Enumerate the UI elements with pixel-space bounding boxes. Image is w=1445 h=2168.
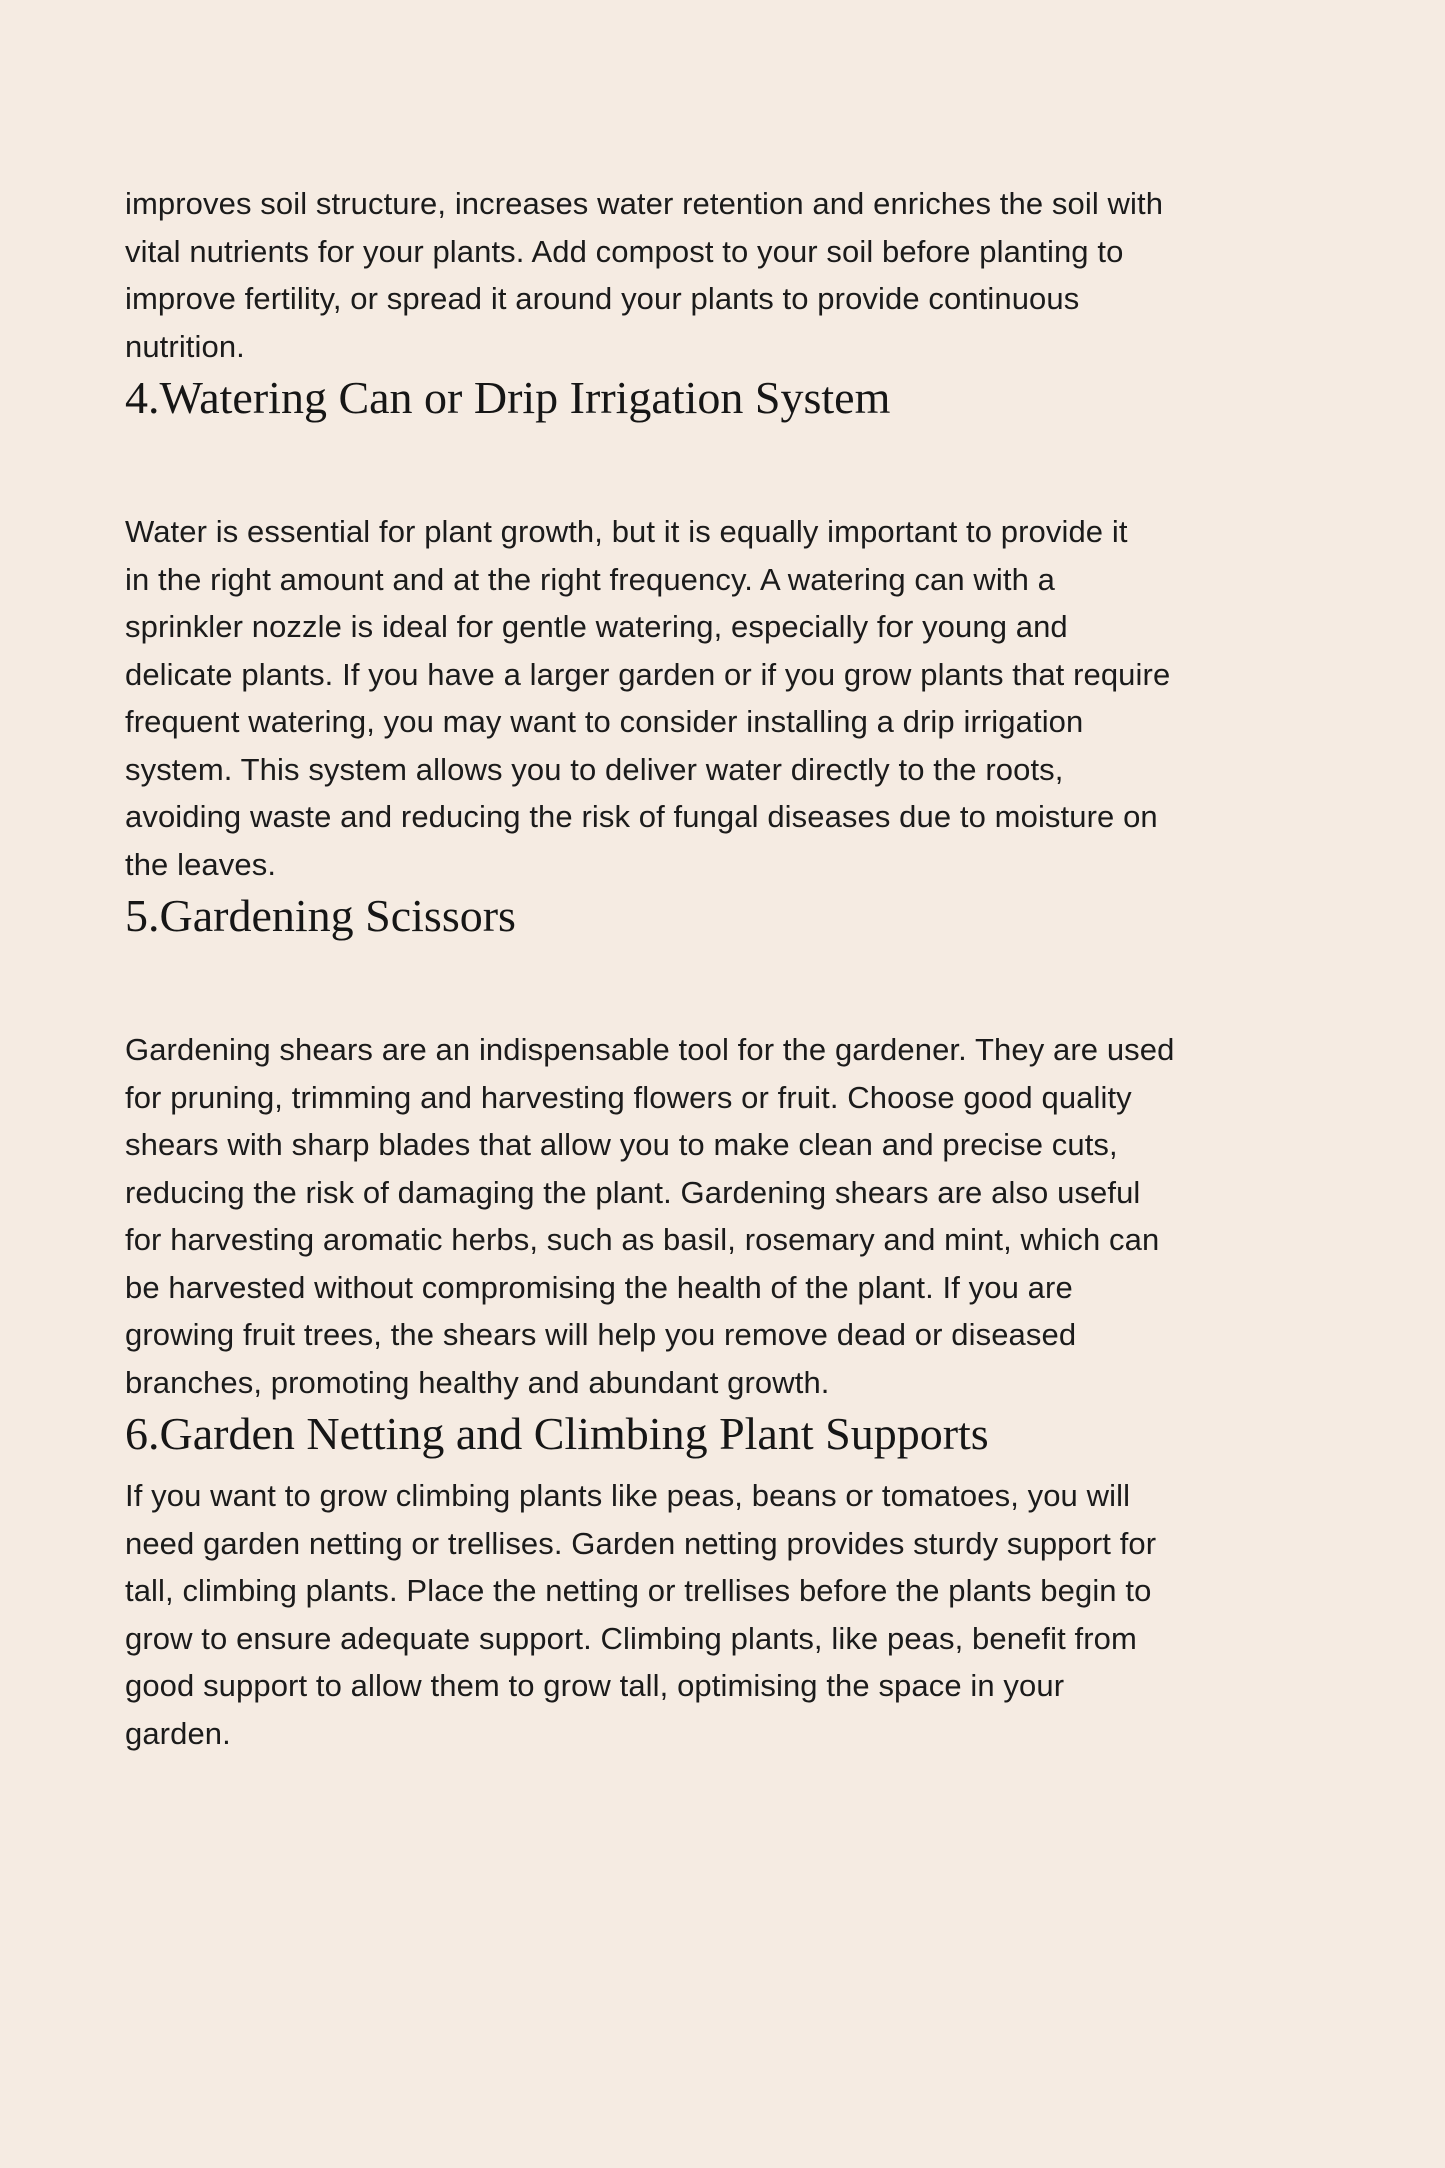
section-spacer bbox=[125, 1462, 1325, 1472]
section-paragraph-watering bbox=[125, 508, 1325, 888]
section-paragraph-netting bbox=[125, 1472, 1325, 1757]
paragraph-line: vital nutrients for your plants. Add compost to your soil before planting to bbox=[125, 233, 1124, 269]
section-heading-scissors: 5.Gardening Scissors bbox=[125, 890, 516, 941]
paragraph-line: shears with sharp blades that allow you to make clean and precise cuts, bbox=[125, 1127, 1118, 1162]
section-spacer bbox=[125, 944, 1325, 1026]
paragraph-line: avoiding waste and reducing the risk of fungal diseases due to moisture on bbox=[125, 799, 1158, 834]
paragraph-line: need garden netting or trellises. Garden netting provides sturdy support for bbox=[125, 1525, 1157, 1561]
paragraph-line: improves soil structure, increases water retention and enriches the soil with bbox=[125, 186, 1164, 221]
paragraph-line: sprinkler nozzle is ideal for gentle watering, especially for young and bbox=[125, 609, 1068, 644]
section-heading-watering: 4.Watering Can or Drip Irrigation System bbox=[125, 372, 891, 423]
paragraph-line: Water is essential for plant growth, but it is equally important to provide it bbox=[125, 514, 1128, 549]
section-spacer bbox=[125, 426, 1325, 508]
paragraph-line: If you want to grow climbing plants like peas, beans or tomatoes, you will bbox=[125, 1478, 1131, 1513]
paragraph-line: be harvested without compromising the health of the plant. If you are bbox=[125, 1269, 1073, 1305]
paragraph-line: good support to allow them to grow tall, optimising the space in your bbox=[125, 1668, 1065, 1703]
paragraph-line: reducing the risk of damaging the plant. Gardening shears are also useful bbox=[125, 1174, 1141, 1210]
paragraph-line: grow to ensure adequate support. Climbing plants, like peas, benefit from bbox=[125, 1620, 1137, 1656]
paragraph-line: frequent watering, you may want to consider installing a drip irrigation bbox=[125, 704, 1084, 739]
paragraph-line: for pruning, trimming and harvesting flowers or fruit. Choose good quality bbox=[125, 1079, 1132, 1115]
document-page bbox=[125, 180, 1325, 1757]
paragraph-line: improve fertility, or spread it around your plants to provide continuous bbox=[125, 281, 1080, 316]
paragraph-line: system. This system allows you to deliver water directly to the roots, bbox=[125, 751, 1064, 787]
paragraph-line: delicate plants. If you have a larger garden or if you grow plants that require bbox=[125, 656, 1171, 692]
paragraph-line: tall, climbing plants. Place the netting or trellises before the plants begin to bbox=[125, 1573, 1152, 1608]
paragraph-line: garden. bbox=[125, 1715, 231, 1751]
paragraph-line: the leaves. bbox=[125, 846, 277, 882]
paragraph-line: growing fruit trees, the shears will help you remove dead or diseased bbox=[125, 1317, 1077, 1352]
paragraph-line: nutrition. bbox=[125, 328, 245, 364]
paragraph-line: for harvesting aromatic herbs, such as basil, rosemary and mint, which can bbox=[125, 1222, 1160, 1257]
paragraph-line: branches, promoting healthy and abundant growth. bbox=[125, 1364, 830, 1400]
section-paragraph-scissors bbox=[125, 1026, 1325, 1406]
paragraph-line: in the right amount and at the right frequency. A watering can with a bbox=[125, 561, 1055, 597]
section-heading-netting: 6.Garden Netting and Climbing Plant Supports bbox=[125, 1408, 989, 1459]
paragraph-line: Gardening shears are an indispensable tool for the gardener. They are used bbox=[125, 1032, 1175, 1067]
intro-paragraph bbox=[125, 180, 1325, 370]
